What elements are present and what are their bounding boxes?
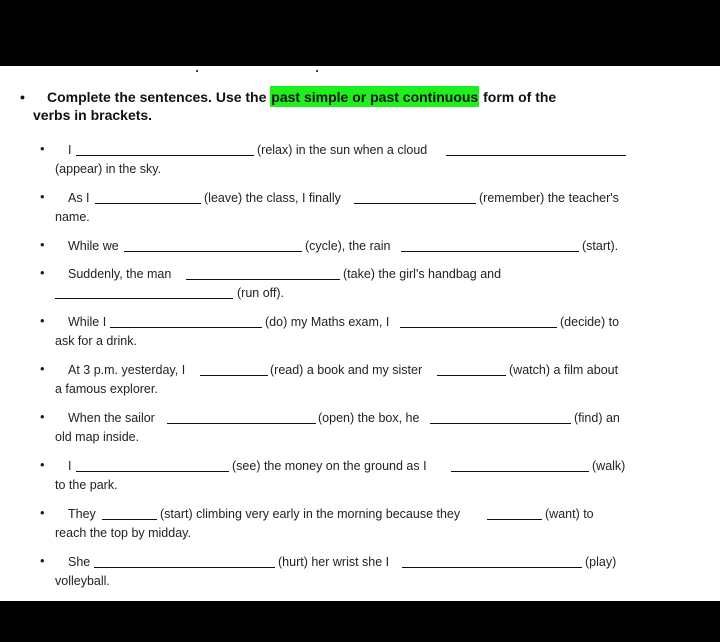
- answer-blank[interactable]: [76, 471, 229, 472]
- answer-blank[interactable]: [95, 203, 201, 204]
- bullet: •: [40, 409, 45, 424]
- header-mark: [196, 70, 198, 72]
- text-part: (run off).: [237, 286, 285, 300]
- text-part: (cycle), the rain: [305, 239, 391, 253]
- bullet: •: [40, 265, 45, 280]
- answer-blank[interactable]: [401, 251, 579, 252]
- answer-blank[interactable]: [94, 567, 275, 568]
- text-part: As I: [68, 191, 90, 205]
- text-part: (leave) the class, I finally: [204, 191, 341, 205]
- text-part: I: [68, 143, 72, 157]
- answer-blank[interactable]: [446, 155, 626, 156]
- text-part: (want) to: [545, 507, 594, 521]
- text-part: (see) the money on the ground as I: [232, 459, 427, 473]
- instruction-line-2: verbs in brackets.: [33, 107, 153, 123]
- bullet: •: [40, 505, 45, 520]
- bullet: •: [40, 189, 45, 204]
- text-part: to the park.: [55, 478, 118, 492]
- answer-blank[interactable]: [430, 423, 571, 424]
- answer-blank[interactable]: [200, 375, 268, 376]
- answer-blank[interactable]: [76, 155, 254, 156]
- text-part: (take) the girl's handbag and: [343, 267, 502, 281]
- bullet: •: [20, 89, 25, 105]
- answer-blank[interactable]: [437, 375, 506, 376]
- text-part: (relax) in the sun when a cloud: [257, 143, 428, 157]
- text-part: (find) an: [574, 411, 620, 425]
- text-part: (appear) in the sky.: [55, 162, 162, 176]
- text-part: (start) climbing very early in the morning because they: [160, 507, 461, 521]
- text-part: (walk): [592, 459, 626, 473]
- text-part: Suddenly, the man: [68, 267, 172, 281]
- bullet: •: [40, 361, 45, 376]
- text-part: While I: [68, 315, 107, 329]
- text-part: (remember) the teacher's: [479, 191, 619, 205]
- text-part: They: [68, 507, 96, 521]
- text-part: ask for a drink.: [55, 334, 137, 348]
- answer-blank[interactable]: [186, 279, 340, 280]
- text-part: I: [68, 459, 72, 473]
- answer-blank[interactable]: [55, 298, 233, 299]
- text-part: (play): [585, 555, 617, 569]
- answer-blank[interactable]: [354, 203, 476, 204]
- text-part: (hurt) her wrist she I: [278, 555, 390, 569]
- text-part: (watch) a film about: [509, 363, 619, 377]
- text-part: volleyball.: [55, 574, 110, 588]
- answer-blank[interactable]: [400, 327, 557, 328]
- text-part: a famous explorer.: [55, 382, 158, 396]
- answer-blank[interactable]: [167, 423, 316, 424]
- text-part: name.: [55, 210, 90, 224]
- text-part: When the sailor: [68, 411, 155, 425]
- answer-blank[interactable]: [124, 251, 302, 252]
- text-part: (start).: [582, 239, 619, 253]
- text-part: At 3 p.m. yesterday, I: [68, 363, 186, 377]
- bullet: •: [40, 141, 45, 156]
- text-part: reach the top by midday.: [55, 526, 191, 540]
- answer-blank[interactable]: [402, 567, 582, 568]
- answer-blank[interactable]: [110, 327, 262, 328]
- instruction-line-1: [47, 88, 556, 106]
- highlighted-phrase: past simple or past continuous: [270, 86, 479, 107]
- text-part: (decide) to: [560, 315, 620, 329]
- answer-blank[interactable]: [451, 471, 589, 472]
- text-part: She: [68, 555, 91, 569]
- header-mark: [316, 70, 318, 72]
- bullet: •: [40, 457, 45, 472]
- text-part: (open) the box, he: [318, 411, 420, 425]
- answer-blank[interactable]: [487, 519, 542, 520]
- text-part: old map inside.: [55, 430, 140, 444]
- text-part: While we: [68, 239, 119, 253]
- text-part: (read) a book and my sister: [270, 363, 423, 377]
- text-part: (do) my Maths exam, I: [265, 315, 390, 329]
- answer-blank[interactable]: [102, 519, 157, 520]
- bullet: •: [40, 553, 45, 568]
- bullet: •: [40, 237, 45, 252]
- instruction-text: Complete the sentences. Use the: [47, 89, 271, 105]
- instruction-text-end: form of the: [479, 89, 557, 105]
- bullet: •: [40, 313, 45, 328]
